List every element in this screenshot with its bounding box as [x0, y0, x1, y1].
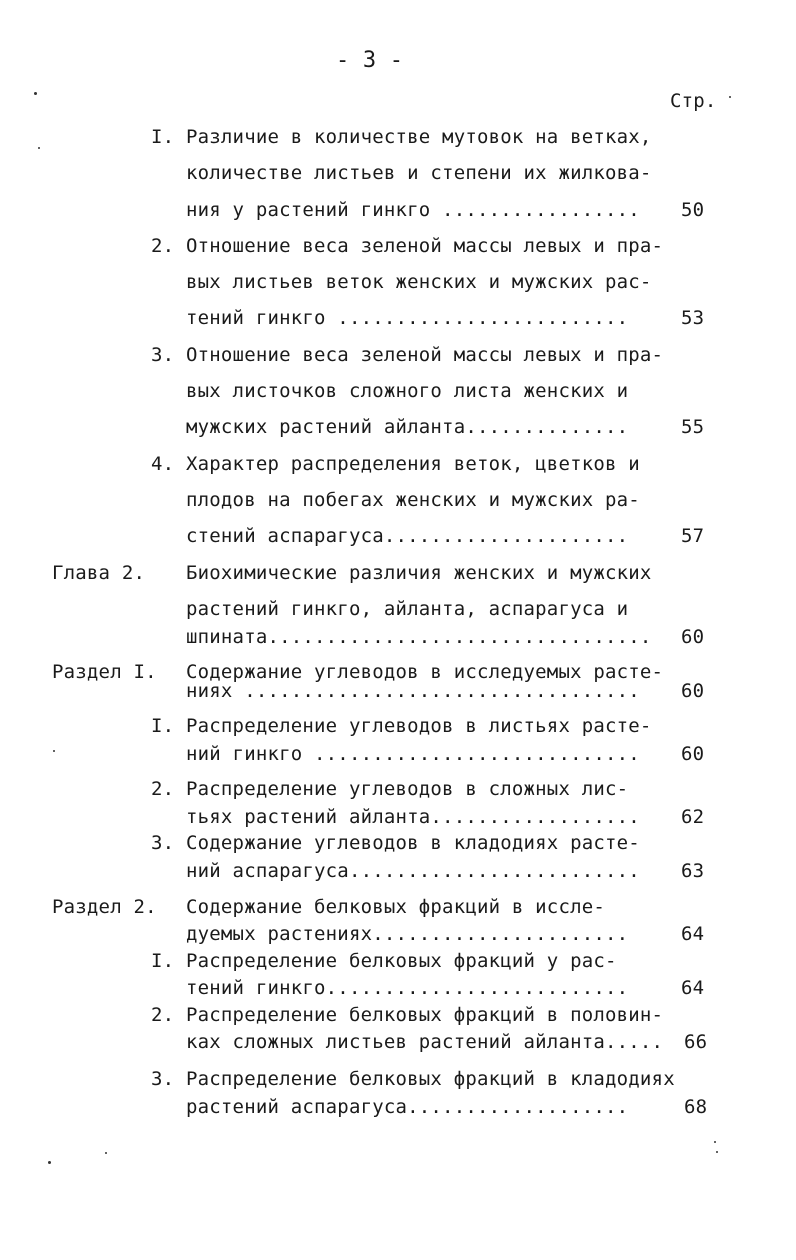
- toc-item-number: 4.: [151, 453, 175, 475]
- toc-item-text: количестве листьев и степени их жилкова-: [186, 162, 652, 184]
- toc-page-ref: 50: [681, 199, 705, 221]
- toc-item-number: 3.: [151, 832, 175, 854]
- toc-item-number: 2.: [151, 1004, 175, 1026]
- toc-item-text: Распределение белковых фракций в половин-: [186, 1004, 664, 1026]
- toc-page-ref: 60: [681, 743, 705, 765]
- toc-item-text: Распределение углеводов в сложных лис-: [186, 778, 629, 800]
- toc-item-text: мужских растений айланта..............: [186, 416, 629, 438]
- toc-page-ref: 64: [681, 977, 705, 999]
- toc-item-text: ниях ..................................: [186, 680, 640, 702]
- scan-speck: [105, 1152, 107, 1154]
- toc-page-ref: 60: [681, 626, 705, 648]
- toc-item-text: тений гинкго..........................: [186, 977, 629, 999]
- toc-item-text: Отношение веса зеленой массы левых и пра-: [186, 344, 664, 366]
- toc-page-ref: 64: [681, 923, 705, 945]
- toc-page-ref: 63: [681, 860, 705, 882]
- toc-page-ref: 53: [681, 307, 705, 329]
- toc-item-text: ках сложных листьев растений айланта.....: [186, 1031, 664, 1053]
- toc-item-text: ний аспарагуса.........................: [186, 860, 640, 882]
- toc-item-number: I.: [151, 715, 175, 737]
- toc-page-ref: 60: [681, 680, 705, 702]
- page-column-label: Стр.: [670, 90, 717, 112]
- toc-item-text: ний гинкго ............................: [186, 743, 640, 765]
- toc-item-text: Содержание белковых фракций в иссле-: [186, 896, 606, 918]
- toc-page-ref: 62: [681, 806, 705, 828]
- section-label: Раздел I.: [52, 661, 157, 683]
- toc-item-number: 3.: [151, 1068, 175, 1090]
- toc-item-text: Распределение углеводов в листьях расте-: [186, 715, 652, 737]
- toc-item-number: I.: [151, 950, 175, 972]
- toc-item-text: Распределение белковых фракций у рас-: [186, 950, 617, 972]
- toc-item-text: шпината.................................: [186, 626, 652, 648]
- scan-speck: [48, 1161, 51, 1164]
- toc-item-text: ния у растений гинкго .................: [186, 199, 640, 221]
- toc-item-text: вых листочков сложного листа женских и: [186, 380, 629, 402]
- toc-item-text: растений аспарагуса...................: [186, 1096, 629, 1118]
- scan-speck: [34, 92, 37, 95]
- toc-item-text: Характер распределения веток, цветков и: [186, 453, 640, 475]
- toc-item-text: тений гинкго .........................: [186, 307, 629, 329]
- toc-item-text: плодов на побегах женских и мужских ра-: [186, 489, 640, 511]
- toc-item-text: растений гинкго, айланта, аспарагуса и: [186, 598, 629, 620]
- toc-item-text: Биохимические различия женских и мужских: [186, 562, 652, 584]
- toc-item-number: 2.: [151, 778, 175, 800]
- toc-item-text: Содержание углеводов в кладодиях расте-: [186, 832, 640, 854]
- toc-page-ref: 68: [684, 1096, 708, 1118]
- toc-item-text: дуемых растениях......................: [186, 923, 629, 945]
- toc-item-text: Распределение белковых фракций в кладодиях: [186, 1068, 675, 1090]
- chapter-label: Глава 2.: [52, 562, 146, 584]
- section-label: Раздел 2.: [52, 896, 157, 918]
- scan-speck: [729, 96, 731, 98]
- scan-speck: [714, 1141, 716, 1143]
- toc-item-text: стений аспарагуса.....................: [186, 525, 629, 547]
- toc-item-number: 3.: [151, 344, 175, 366]
- toc-page-ref: 66: [684, 1031, 708, 1053]
- page-number: - 3 -: [336, 48, 404, 73]
- scan-speck: [38, 147, 40, 149]
- toc-item-number: 2.: [151, 235, 175, 257]
- scan-speck: [53, 750, 55, 752]
- toc-item-text: тьях растений айланта..................: [186, 806, 640, 828]
- toc-item-text: Содержание углеводов в исследуемых расте-: [186, 661, 664, 683]
- toc-item-text: Отношение веса зеленой массы левых и пра-: [186, 235, 664, 257]
- toc-page-ref: 55: [681, 416, 705, 438]
- toc-page-ref: 57: [681, 525, 705, 547]
- toc-item-text: Различие в количестве мутовок на ветках,: [186, 126, 652, 148]
- scan-speck: [716, 1151, 718, 1153]
- toc-item-number: I.: [151, 126, 175, 148]
- toc-item-text: вых листьев веток женских и мужских рас-: [186, 271, 652, 293]
